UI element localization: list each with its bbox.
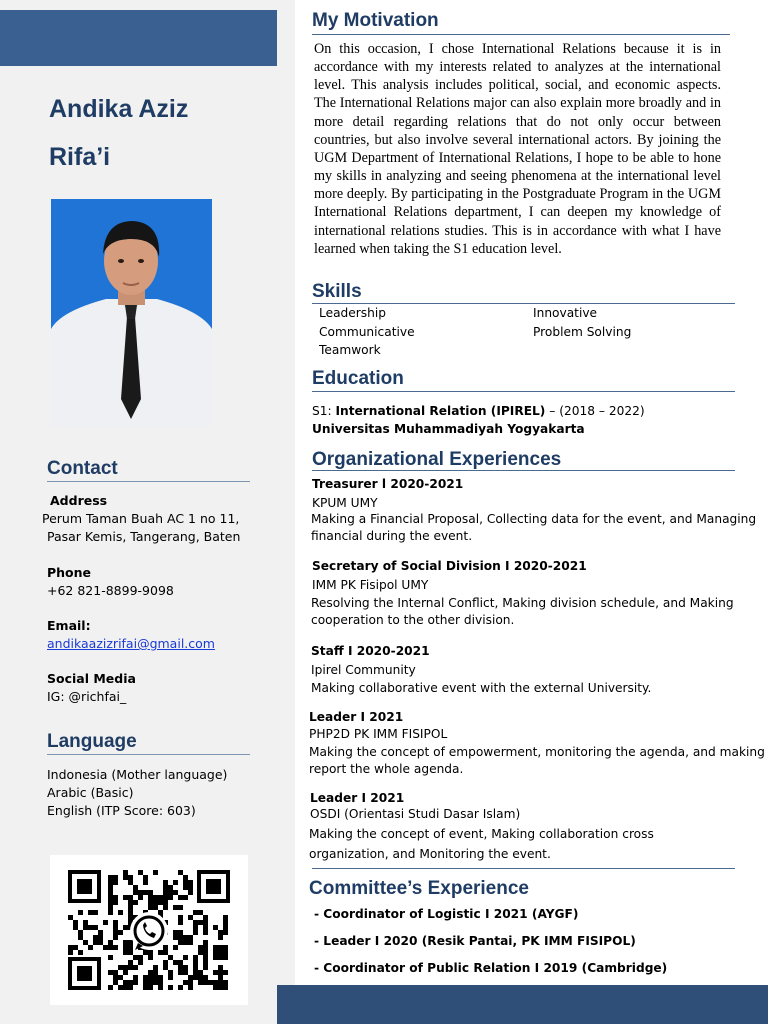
org-name: PHP2D PK IMM FISIPOL [309, 727, 448, 741]
skill-item: Leadership [319, 306, 386, 320]
organizational-divider [312, 470, 735, 471]
address-line-1: Perum Taman Buah AC 1 no 11, [42, 511, 240, 526]
org-desc: cooperation to the other division. [311, 613, 515, 627]
phone-value: +62 821-8899-9098 [47, 583, 174, 598]
skills-divider [312, 303, 735, 304]
org-name: Ipirel Community [311, 663, 416, 677]
degree-prefix: S1: [312, 404, 336, 418]
org-desc: Making the concept of empowerment, monitoring the agenda, and making [309, 745, 765, 759]
header-accent-bar [0, 10, 277, 66]
language-item: Indonesia (Mother language) [47, 767, 228, 782]
motivation-divider [312, 34, 730, 35]
org-desc: Making collaborative event with the external University. [311, 681, 652, 695]
degree-name: International Relation (IPIREL) [335, 404, 546, 418]
committee-item: - Coordinator of Logistic I 2021 (AYGF) [314, 907, 579, 921]
org-name: KPUM UMY [312, 496, 378, 510]
skill-item: Communicative [319, 325, 415, 339]
org-name: IMM PK Fisipol UMY [312, 578, 429, 592]
org-role: Leader I 2021 [310, 791, 405, 805]
org-desc: Resolving the Internal Conflict, Making division schedule, and Making [311, 596, 734, 610]
org-desc: report the whole agenda. [309, 762, 464, 776]
org-name: OSDI (Orientasi Studi Dasar Islam) [310, 807, 521, 821]
degree-years: – (2018 – 2022) [545, 404, 645, 418]
contact-divider [47, 481, 250, 482]
education-heading: Education [312, 368, 404, 389]
education-school: Universitas Muhammadiyah Yogyakarta [312, 422, 585, 436]
committee-heading: Committee’s Experience [309, 878, 529, 899]
org-desc: Making the concept of event, Making collaboration cross [309, 827, 654, 841]
phone-label: Phone [47, 565, 92, 580]
education-degree [312, 404, 645, 418]
language-item: Arabic (Basic) [47, 785, 134, 800]
motivation-text: On this occasion, I chose International Relations because it is in accordance with my interests related to analyzes at the international level. This analysis includes political, social, and economic aspects. The International Relations major can also explain more broadly and in more detail regarding relations that do not only occur between countries, but also involve several international actors. By joining the UGM Department of International Relations, I hope to be able to hone my skills in analyzing and seeing phenomena at the international level more deeply. By participating in the Postgraduate Program in the UGM International Relations department, I can deepen my knowledge of international relations studies. This is in accordance with what I have learned when taking the S1 education level. [314, 41, 721, 257]
whatsapp-qr-code[interactable] [50, 855, 248, 1005]
org-role: Secretary of Social Division I 2020-2021 [312, 559, 587, 573]
social-media-value: IG: @richfai_ [47, 689, 127, 704]
language-heading: Language [47, 731, 137, 752]
org-desc: Making a Financial Proposal, Collecting data for the event, and Managing [311, 512, 757, 526]
organizational-end-divider [312, 868, 735, 869]
language-divider [47, 754, 250, 755]
org-role: Leader I 2021 [309, 710, 404, 724]
name-first: Andika Aziz [49, 95, 189, 123]
skill-item: Teamwork [319, 343, 381, 357]
skill-item: Innovative [533, 306, 598, 320]
person-portrait-icon [51, 199, 212, 427]
name-last: Rifa’i [49, 143, 111, 171]
qr-code-icon [50, 855, 248, 1005]
organizational-heading: Organizational Experiences [312, 449, 562, 470]
social-media-label: Social Media [47, 671, 136, 686]
org-role: Treasurer l 2020-2021 [312, 477, 464, 491]
language-item: English (ITP Score: 603) [47, 803, 196, 818]
email-link[interactable]: andikaazizrifai@gmail.com [47, 636, 215, 651]
profile-photo [51, 199, 212, 427]
committee-item: - Coordinator of Public Relation I 2019 (Cambridge) [314, 961, 668, 975]
address-line-2: Pasar Kemis, Tangerang, Baten [47, 529, 241, 544]
committee-item: - Leader I 2020 (Resik Pantai, PK IMM FISIPOL) [314, 934, 636, 948]
skills-heading: Skills [312, 281, 362, 302]
footer-accent-bar [277, 985, 768, 1024]
org-desc: organization, and Monitoring the event. [309, 847, 551, 861]
motivation-heading: My Motivation [312, 10, 439, 31]
skill-item: Problem Solving [533, 325, 632, 339]
org-role: Staff I 2020-2021 [311, 644, 430, 658]
email-label: Email: [47, 618, 91, 633]
education-divider [312, 391, 735, 392]
contact-heading: Contact [47, 458, 118, 479]
org-desc: financial during the event. [311, 529, 473, 543]
address-label: Address [50, 493, 108, 508]
